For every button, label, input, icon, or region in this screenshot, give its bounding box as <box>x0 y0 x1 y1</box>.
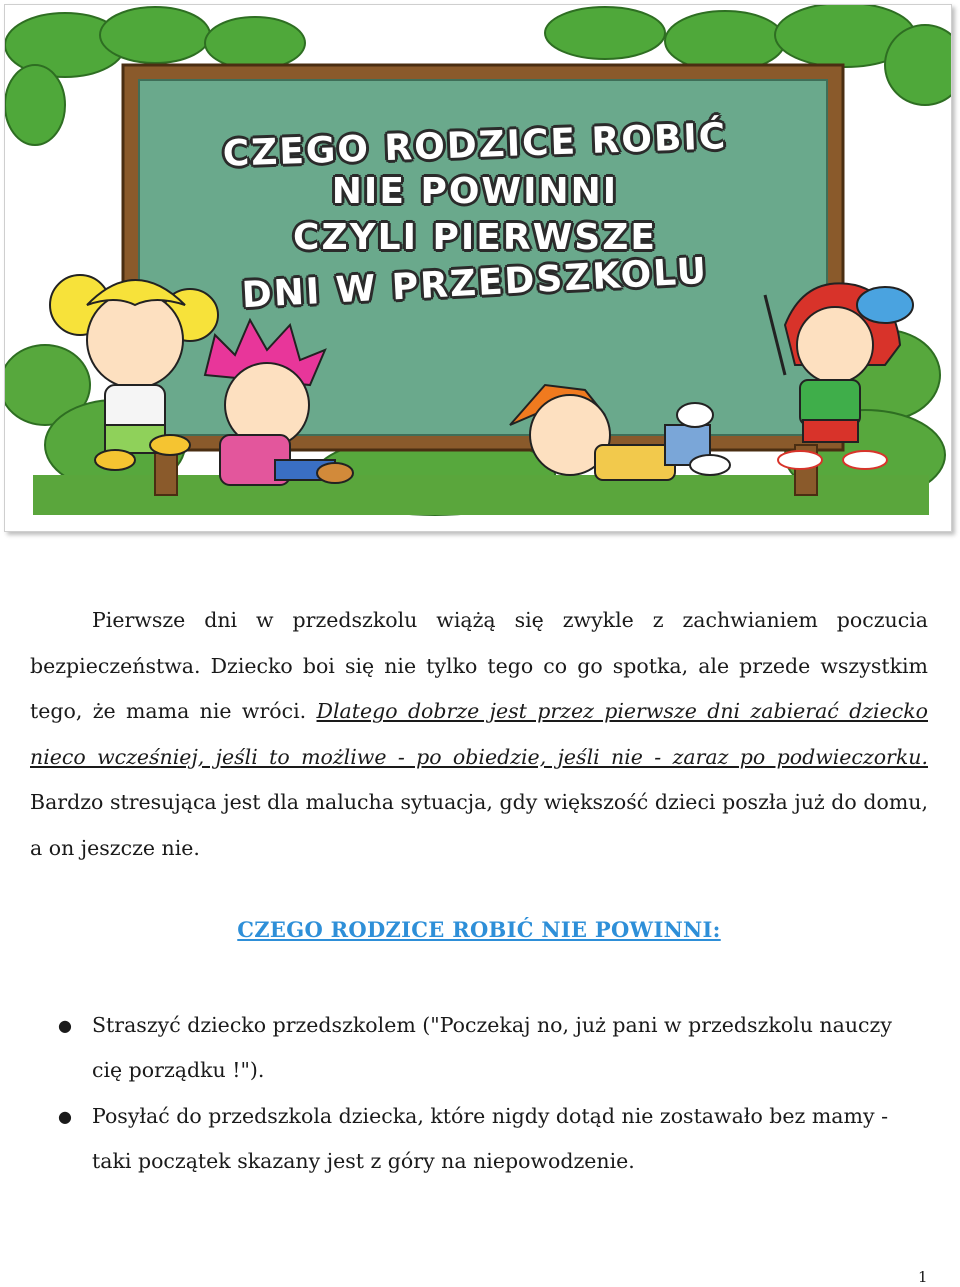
list-item <box>30 1003 928 1094</box>
bullet-list <box>30 1003 928 1185</box>
header-illustration <box>4 4 952 532</box>
intro-italic-advice: Dlatego dobrze jest przez pierwsze dni zabierać dziecko nieco wcześniej, jeśli to możliwe - po obiedzie, jeśli nie - zaraz po podwieczorku. <box>30 699 928 769</box>
board-title-line-4: DNI W PRZEDSZKOLU <box>240 250 710 317</box>
section-heading: CZEGO RODZICE ROBIĆ NIE POWINNI: <box>237 917 721 942</box>
intro-text-start: Pierwsze dni w przedszkolu wiążą się zwykle z zachwianiem poczucia bezpieczeństwa. Dziecko boi się nie tylko tego co go spotka, ale przede wszystkim tego, że mama nie wróci. <box>30 608 928 723</box>
intro-text-end: Bardzo stresująca jest dla malucha sytuacja, gdy większość dzieci poszła już do domu, a on jeszcze nie. <box>30 790 928 860</box>
board-title <box>155 116 795 317</box>
page-number: 1 <box>918 1268 928 1286</box>
bullet-icon: ● <box>58 1015 72 1035</box>
list-item-text: Straszyć dziecko przedszkolem ("Poczekaj no, już pani w przedszkolu nauczy cię porządku !"). <box>92 1012 892 1082</box>
board-title-line-3: CZYLI PIERWSZE <box>293 217 657 258</box>
document-body <box>30 598 928 1185</box>
board-title-line-1: CZEGO RODZICE ROBIĆ <box>222 116 728 175</box>
board-title-line-2: NIE POWINNI <box>331 171 619 212</box>
bullet-icon: ● <box>58 1106 72 1126</box>
list-item <box>30 1094 928 1185</box>
list-item-text: Posyłać do przedszkola dziecka, które nigdy dotąd nie zostawało bez mamy - taki początek skazany jest z góry na niepowodzenie. <box>92 1103 888 1173</box>
intro-paragraph <box>30 598 928 871</box>
